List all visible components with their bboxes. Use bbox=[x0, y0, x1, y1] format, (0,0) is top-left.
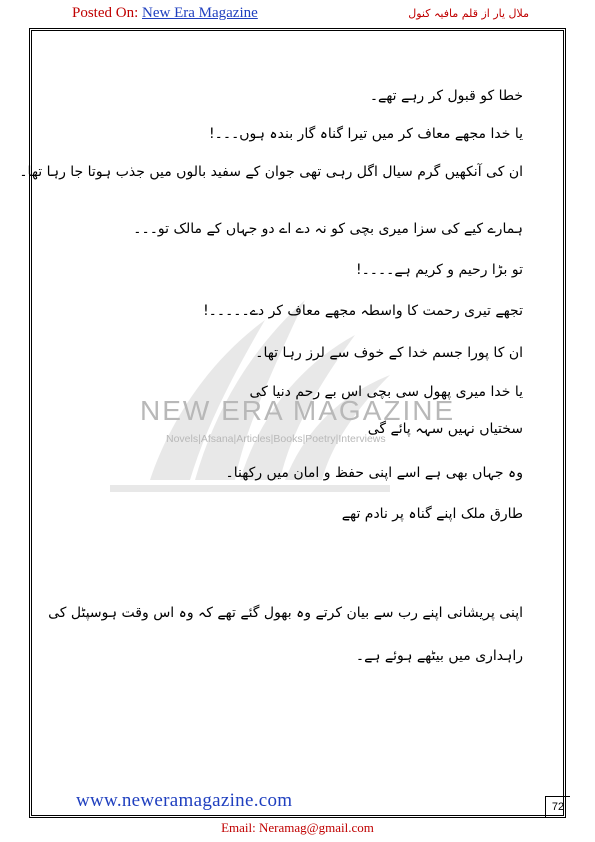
body-line: ہمارے کیے کی سزا میری بچی کو نہ دے اے دو جہاں کے مالک تو۔۔۔ bbox=[133, 221, 523, 237]
page-number: 72 bbox=[545, 796, 570, 817]
body-line: سختیاں نہیں سہہ پائے گی bbox=[367, 421, 523, 437]
body-line: یا خدا مجھے معاف کر میں تیرا گناہ گار بندہ ہوں۔۔۔! bbox=[209, 126, 523, 142]
magazine-link[interactable]: New Era Magazine bbox=[142, 5, 258, 21]
body-line: اپنی پریشانی اپنے رب سے بیان کرتے وہ بھول گئے تھے کہ وہ اس وقت ہوسپٹل کی bbox=[48, 605, 523, 621]
author-title: ملال یار از قلم مافیہ کنول bbox=[408, 7, 529, 20]
watermark-tagline: Novels|Afsana|Articles|Books|Poetry|Interviews bbox=[166, 433, 386, 445]
body-line: خطا کو قبول کر رہے تھے۔ bbox=[369, 88, 523, 104]
watermark-name: NEW ERA MAGAZINE bbox=[140, 395, 456, 426]
body-line: تجھے تیری رحمت کا واسطہ مجھے معاف کر دے۔۔۔۔۔! bbox=[203, 303, 523, 319]
body-line: ان کا پورا جسم خدا کے خوف سے لرز رہا تھا۔ bbox=[255, 345, 523, 361]
body-line: یا خدا میری پھول سی بچی اس بے رحم دنیا کی bbox=[249, 384, 523, 400]
email-line: Email: Neramag@gmail.com bbox=[221, 820, 374, 835]
body-line: ان کی آنکھیں گرم سیال اگل رہی تھی جوان کے سفید بالوں میں جذب ہوتا جا رہا تھا۔ bbox=[19, 164, 523, 180]
body-line: وہ جہاں بھی ہے اسے اپنی حفظ و امان میں رکھنا۔ bbox=[225, 465, 523, 481]
body-line: راہداری میں بیٹھے ہوئے ہے۔ bbox=[355, 648, 523, 664]
posted-on-label bbox=[72, 5, 258, 22]
body-line: تو بڑا رحیم و کریم ہے۔۔۔۔! bbox=[355, 262, 523, 278]
posted-prefix: Posted On: bbox=[72, 5, 139, 21]
website-link[interactable]: www.neweramagazine.com bbox=[76, 790, 293, 811]
body-line: طارق ملک اپنے گناہ پر نادم تھے bbox=[341, 506, 523, 522]
page-header bbox=[0, 0, 595, 26]
